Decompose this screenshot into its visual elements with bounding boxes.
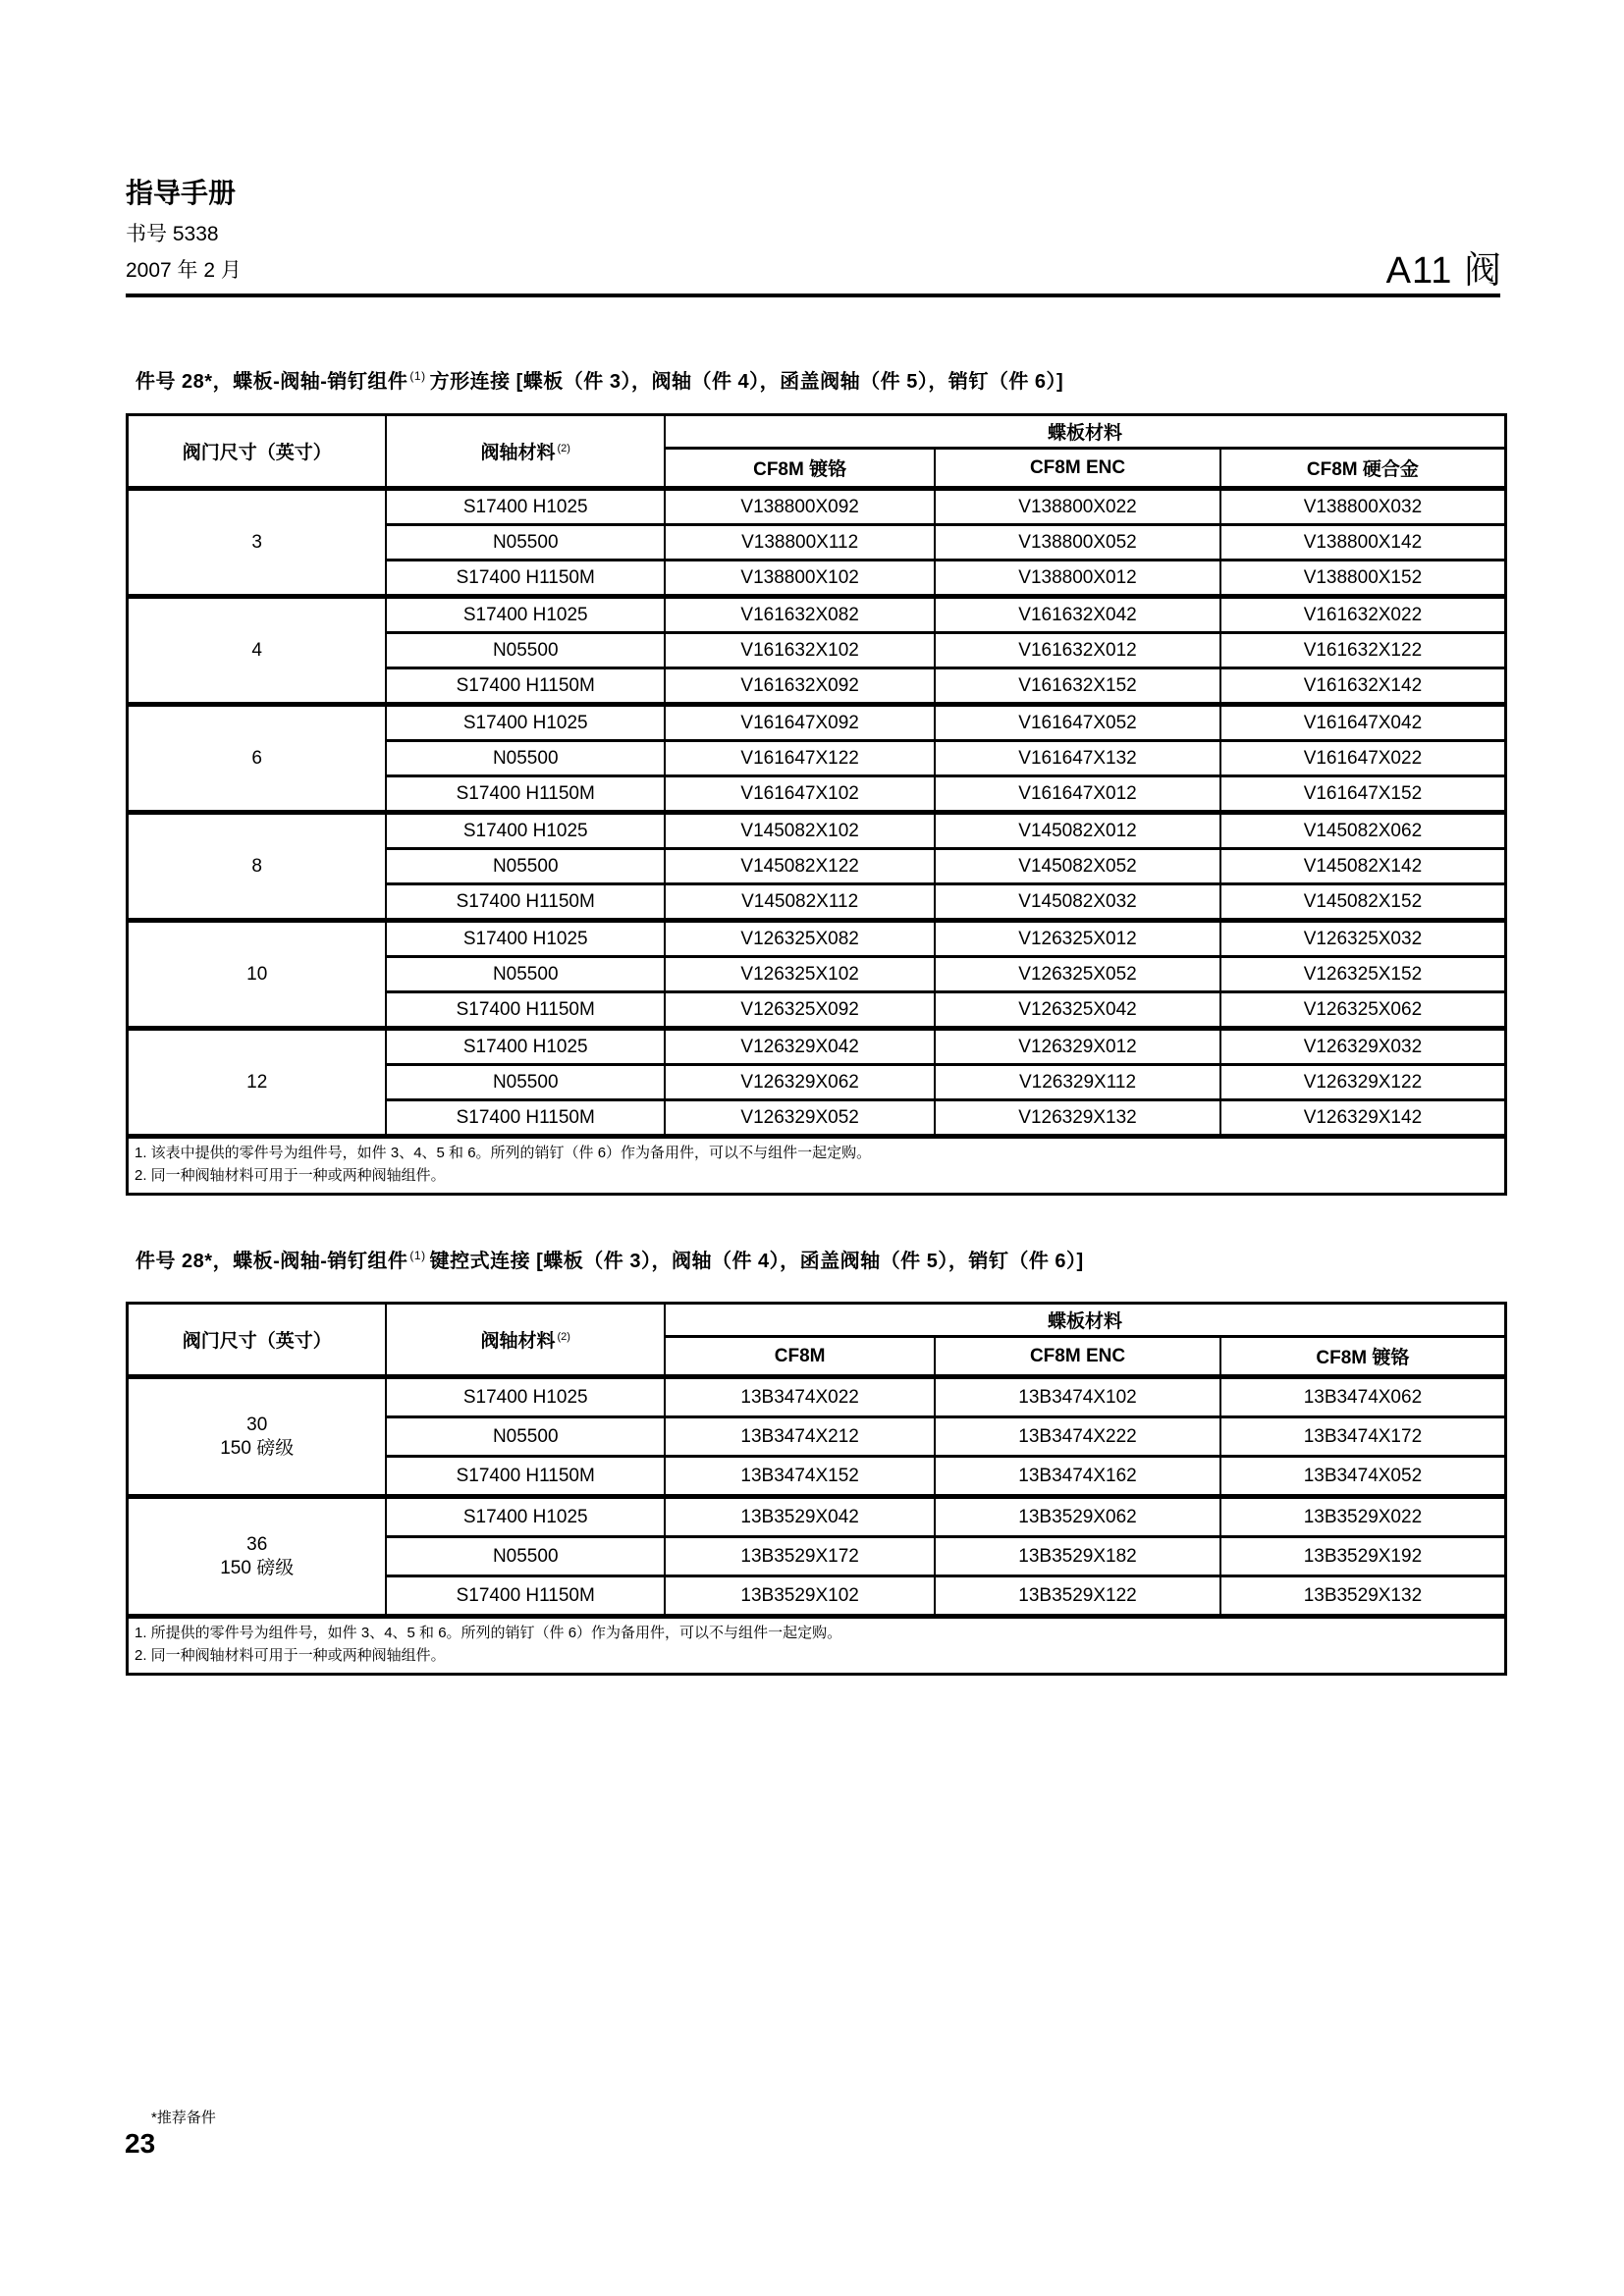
part-number-cell: V138800X092: [665, 489, 935, 525]
part-number-cell: V138800X112: [665, 525, 935, 561]
part-number-cell: V126329X042: [665, 1029, 935, 1065]
part-number-cell: V126329X052: [665, 1100, 935, 1137]
part-number-cell: V145082X062: [1220, 813, 1506, 849]
part-number-cell: V145082X142: [1220, 849, 1506, 884]
caption-text: 方形连接 [蝶板（件 3），阀轴（件 4），函盖阀轴（件 5），销钉（件 6）]: [429, 371, 1064, 393]
shaft-material-cell: S17400 H1150M: [386, 561, 665, 597]
part-number-cell: V161632X022: [1220, 597, 1506, 633]
part-number-cell: V161647X012: [935, 776, 1220, 813]
shaft-material-cell: S17400 H1150M: [386, 776, 665, 813]
shaft-material-cell: N05500: [386, 1065, 665, 1100]
part-number-cell: 13B3529X172: [665, 1537, 935, 1576]
footnote-ref: (2): [557, 442, 570, 454]
part-number-cell: V161632X012: [935, 633, 1220, 668]
part-number-cell: 13B3474X102: [935, 1377, 1220, 1417]
part-number-cell: V126329X032: [1220, 1029, 1506, 1065]
footnote: 2. 同一种阀轴材料可用于一种或两种阀轴组件。: [135, 1166, 446, 1184]
footnote-ref: (2): [557, 1330, 570, 1343]
part-number-cell: V138800X152: [1220, 561, 1506, 597]
valve-size-cell: 30 150 磅级: [128, 1377, 387, 1497]
col-header-text: 阀轴材料: [480, 443, 556, 463]
part-number-cell: 13B3529X122: [935, 1576, 1220, 1617]
col-header-cf8m-enc: CF8M ENC: [935, 1337, 1220, 1377]
shaft-material-cell: S17400 H1025: [386, 1029, 665, 1065]
doc-date: 2007 年 2 月: [126, 258, 242, 282]
part-number-cell: V161647X022: [1220, 741, 1506, 776]
part-number-cell: V145082X012: [935, 813, 1220, 849]
part-number-cell: V126329X112: [935, 1065, 1220, 1100]
part-number-cell: 13B3474X222: [935, 1417, 1220, 1457]
valve-size-cell: 3: [128, 489, 387, 597]
part-number-cell: V161632X092: [665, 668, 935, 705]
footnote: 1. 该表中提供的零件号为组件号，如件 3、4、5 和 6。所列的销钉（件 6）作为备用件，可以不与组件一起定购。: [135, 1145, 872, 1161]
table1-caption: [135, 365, 1063, 394]
col-header-cf8m-chrome: CF8M 镀铬: [1220, 1337, 1506, 1377]
part-number-cell: V138800X022: [935, 489, 1220, 525]
table-row: [128, 1377, 1506, 1417]
col-header-cf8m-chrome: CF8M 镀铬: [665, 449, 935, 489]
table-row: [128, 705, 1506, 741]
footnote-ref: (1): [409, 369, 426, 384]
part-number-cell: V126325X092: [665, 992, 935, 1029]
table-row: [128, 813, 1506, 849]
part-number-cell: V161647X122: [665, 741, 935, 776]
shaft-material-cell: N05500: [386, 849, 665, 884]
part-number-cell: V126325X052: [935, 957, 1220, 992]
part-number-cell: 13B3474X162: [935, 1457, 1220, 1497]
table-row: [128, 1029, 1506, 1065]
col-header-cf8m-enc: CF8M ENC: [935, 449, 1220, 489]
page-title: 指导手册: [126, 178, 237, 208]
shaft-material-cell: N05500: [386, 633, 665, 668]
footnote-ref: (1): [409, 1249, 426, 1263]
shaft-material-cell: S17400 H1150M: [386, 668, 665, 705]
part-number-cell: 13B3529X042: [665, 1497, 935, 1537]
part-number-cell: V126325X012: [935, 921, 1220, 957]
shaft-material-cell: S17400 H1150M: [386, 884, 665, 921]
page-number: 23: [125, 2128, 156, 2159]
shaft-material-cell: N05500: [386, 957, 665, 992]
part-number-cell: V145082X052: [935, 849, 1220, 884]
part-number-cell: V138800X052: [935, 525, 1220, 561]
shaft-material-cell: S17400 H1150M: [386, 992, 665, 1029]
part-number-cell: 13B3474X022: [665, 1377, 935, 1417]
table-row: [128, 597, 1506, 633]
footnote: 1. 所提供的零件号为组件号，如件 3、4、5 和 6。所列的销钉（件 6）作为备用件，可以不与组件一起定购。: [135, 1625, 842, 1641]
product-title: A11 阀: [1385, 250, 1502, 292]
part-number-cell: V161647X132: [935, 741, 1220, 776]
part-number-cell: V126325X042: [935, 992, 1220, 1029]
part-number-cell: V126325X152: [1220, 957, 1506, 992]
part-number-cell: V161632X082: [665, 597, 935, 633]
shaft-material-cell: S17400 H1025: [386, 921, 665, 957]
part-number-cell: V138800X142: [1220, 525, 1506, 561]
col-header-valve-size: 阀门尺寸（英寸）: [128, 415, 387, 489]
col-header-shaft-material: [386, 1304, 665, 1377]
shaft-material-cell: N05500: [386, 1537, 665, 1576]
part-number-cell: 13B3529X102: [665, 1576, 935, 1617]
part-number-cell: V145082X112: [665, 884, 935, 921]
shaft-material-cell: S17400 H1025: [386, 489, 665, 525]
part-number-cell: 13B3474X172: [1220, 1417, 1506, 1457]
footnote-row: [128, 1137, 1506, 1195]
recommended-spares-note: *推荐备件: [151, 2109, 216, 2126]
valve-size-cell: 6: [128, 705, 387, 813]
part-number-cell: V161632X102: [665, 633, 935, 668]
footnote-row: [128, 1617, 1506, 1675]
part-number-cell: 13B3529X062: [935, 1497, 1220, 1537]
part-number-cell: V126329X062: [665, 1065, 935, 1100]
valve-size-cell: 8: [128, 813, 387, 921]
square-connection-parts-table: [126, 413, 1507, 1196]
part-number-cell: V126325X062: [1220, 992, 1506, 1029]
table-row: [128, 489, 1506, 525]
part-number-cell: V161647X052: [935, 705, 1220, 741]
doc-number: 书号 5338: [126, 222, 219, 245]
part-number-cell: V161647X092: [665, 705, 935, 741]
header-block: [126, 179, 242, 284]
part-number-cell: V145082X122: [665, 849, 935, 884]
col-header-disc-material: 蝶板材料: [665, 415, 1505, 449]
part-number-cell: 13B3474X212: [665, 1417, 935, 1457]
header-rule: [126, 294, 1500, 297]
caption-text: 键控式连接 [蝶板（件 3），阀轴（件 4），函盖阀轴（件 5），销钉（件 6）]: [429, 1251, 1084, 1272]
shaft-material-cell: S17400 H1150M: [386, 1457, 665, 1497]
part-number-cell: V161632X042: [935, 597, 1220, 633]
part-number-cell: V126325X102: [665, 957, 935, 992]
valve-size-cell: 12: [128, 1029, 387, 1137]
col-header-cf8m-alloy: CF8M 硬合金: [1220, 449, 1506, 489]
part-number-cell: V161632X122: [1220, 633, 1506, 668]
valve-size-cell: 10: [128, 921, 387, 1029]
part-number-cell: V161647X042: [1220, 705, 1506, 741]
part-number-cell: V126329X142: [1220, 1100, 1506, 1137]
part-number-cell: V161632X152: [935, 668, 1220, 705]
part-number-cell: 13B3474X062: [1220, 1377, 1506, 1417]
shaft-material-cell: N05500: [386, 1417, 665, 1457]
part-number-cell: 13B3474X052: [1220, 1457, 1506, 1497]
part-number-cell: 13B3529X132: [1220, 1576, 1506, 1617]
part-number-cell: 13B3529X022: [1220, 1497, 1506, 1537]
shaft-material-cell: S17400 H1150M: [386, 1576, 665, 1617]
shaft-material-cell: S17400 H1150M: [386, 1100, 665, 1137]
table-header-row: [128, 1304, 1506, 1337]
shaft-material-cell: N05500: [386, 525, 665, 561]
part-number-cell: V161647X152: [1220, 776, 1506, 813]
table-row: [128, 1497, 1506, 1537]
valve-size-cell: 4: [128, 597, 387, 705]
part-number-cell: 13B3474X152: [665, 1457, 935, 1497]
part-number-cell: V138800X032: [1220, 489, 1506, 525]
col-header-disc-material: 蝶板材料: [665, 1304, 1505, 1337]
col-header-shaft-material: [386, 415, 665, 489]
part-number-cell: V161632X142: [1220, 668, 1506, 705]
shaft-material-cell: S17400 H1025: [386, 1377, 665, 1417]
shaft-material-cell: S17400 H1025: [386, 705, 665, 741]
footnote: 2. 同一种阀轴材料可用于一种或两种阀轴组件。: [135, 1646, 446, 1664]
part-number-cell: V126325X032: [1220, 921, 1506, 957]
shaft-material-cell: S17400 H1025: [386, 597, 665, 633]
valve-size-cell: 36 150 磅级: [128, 1497, 387, 1617]
part-number-cell: V126325X082: [665, 921, 935, 957]
keyed-connection-parts-table: [126, 1302, 1507, 1676]
caption-text: 件号 28*，蝶板-阀轴-销钉组件: [135, 371, 408, 393]
table-row: [128, 921, 1506, 957]
part-number-cell: V145082X152: [1220, 884, 1506, 921]
part-number-cell: V161647X102: [665, 776, 935, 813]
table-header-row: [128, 415, 1506, 449]
part-number-cell: V126329X012: [935, 1029, 1220, 1065]
col-header-valve-size: 阀门尺寸（英寸）: [128, 1304, 387, 1377]
shaft-material-cell: N05500: [386, 741, 665, 776]
shaft-material-cell: S17400 H1025: [386, 813, 665, 849]
part-number-cell: 13B3529X192: [1220, 1537, 1506, 1576]
col-header-cf8m: CF8M: [665, 1337, 935, 1377]
caption-text: 件号 28*，蝶板-阀轴-销钉组件: [135, 1251, 408, 1272]
part-number-cell: V138800X012: [935, 561, 1220, 597]
part-number-cell: V145082X102: [665, 813, 935, 849]
part-number-cell: V126329X132: [935, 1100, 1220, 1137]
part-number-cell: V126329X122: [1220, 1065, 1506, 1100]
part-number-cell: V145082X032: [935, 884, 1220, 921]
table2-caption: [135, 1245, 1084, 1273]
part-number-cell: V138800X102: [665, 561, 935, 597]
shaft-material-cell: S17400 H1025: [386, 1497, 665, 1537]
part-number-cell: 13B3529X182: [935, 1537, 1220, 1576]
col-header-text: 阀轴材料: [480, 1331, 556, 1352]
